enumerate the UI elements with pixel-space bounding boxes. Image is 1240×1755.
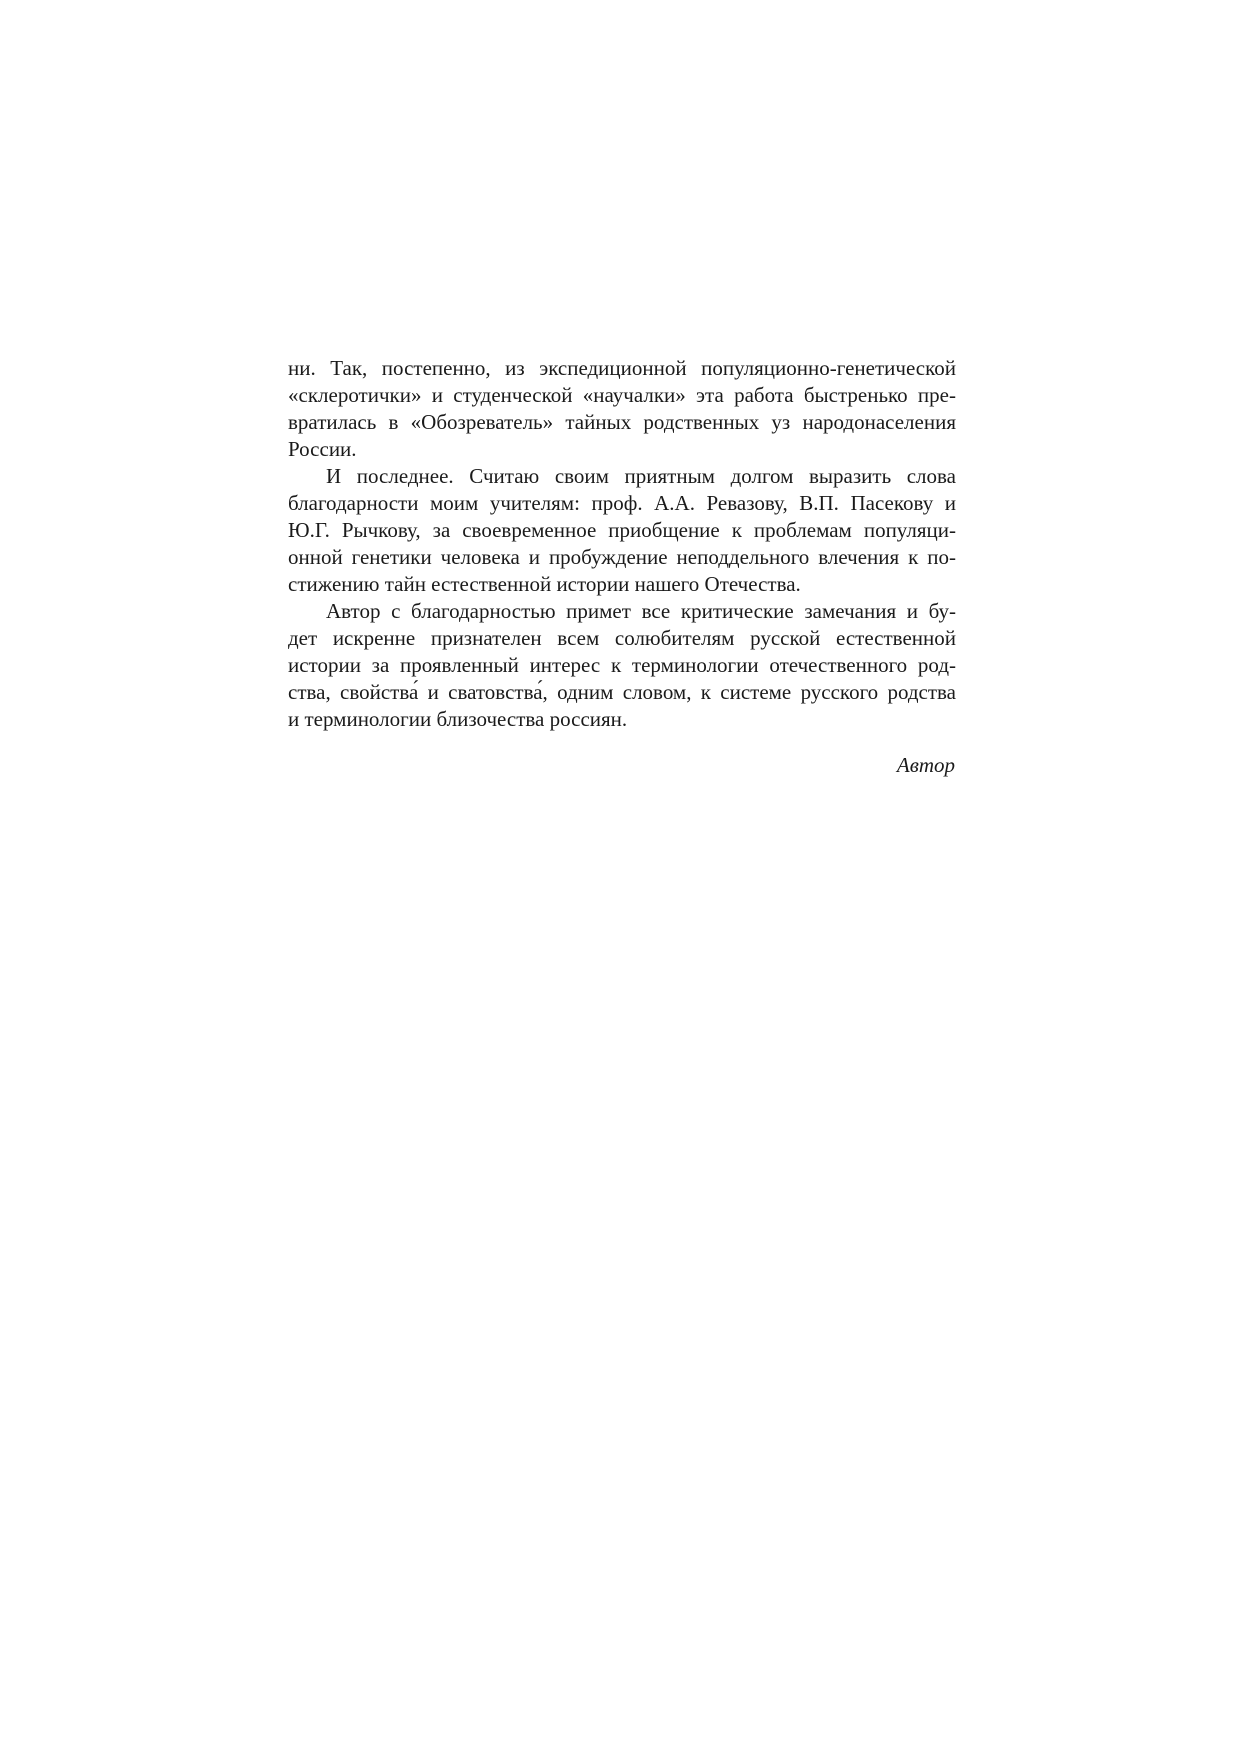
text-line: И последнее. Считаю своим приятным долгом выразить слова [326,464,956,488]
text-line: Ю.Г. Рычкову, за своевременное приобщение к проблемам популяци- [288,518,956,542]
text-line: вратилась в «Обозреватель» тайных родственных уз народонаселения [288,410,956,434]
text-line: стижению тайн естественной истории нашего Отечества. [288,572,801,596]
text-line: Автор с благодарностью примет все критические замечания и бу- [326,599,956,623]
paragraph-continuation [288,355,956,463]
text-line: России. [288,437,357,461]
text-line: истории за проявленный интерес к терминологии отечественного род- [288,653,956,677]
text-line: онной генетики человека и пробуждение неподдельного влечения к по- [288,545,956,569]
paragraph-acknowledgements [288,463,956,598]
text-line: дет искренне признателен всем солюбителям русской естественной [288,626,956,650]
text-line: «склеротички» и студенческой «научалки» эта работа быстренько пре- [288,383,956,407]
text-line: ни. Так, постепенно, из экспедиционной популяционно-генетической [288,356,956,380]
text-line: ства, свойства́ и сватовства́, одним словом, к системе русского родства [288,680,956,704]
text-line: благодарности моим учителям: проф. А.А. Ревазову, В.П. Пасекову и [288,491,956,515]
paragraph-closing [288,598,956,733]
text-line: и терминологии близочества россиян. [288,707,628,731]
author-signature: Автор [896,753,955,777]
body-text [288,355,956,733]
